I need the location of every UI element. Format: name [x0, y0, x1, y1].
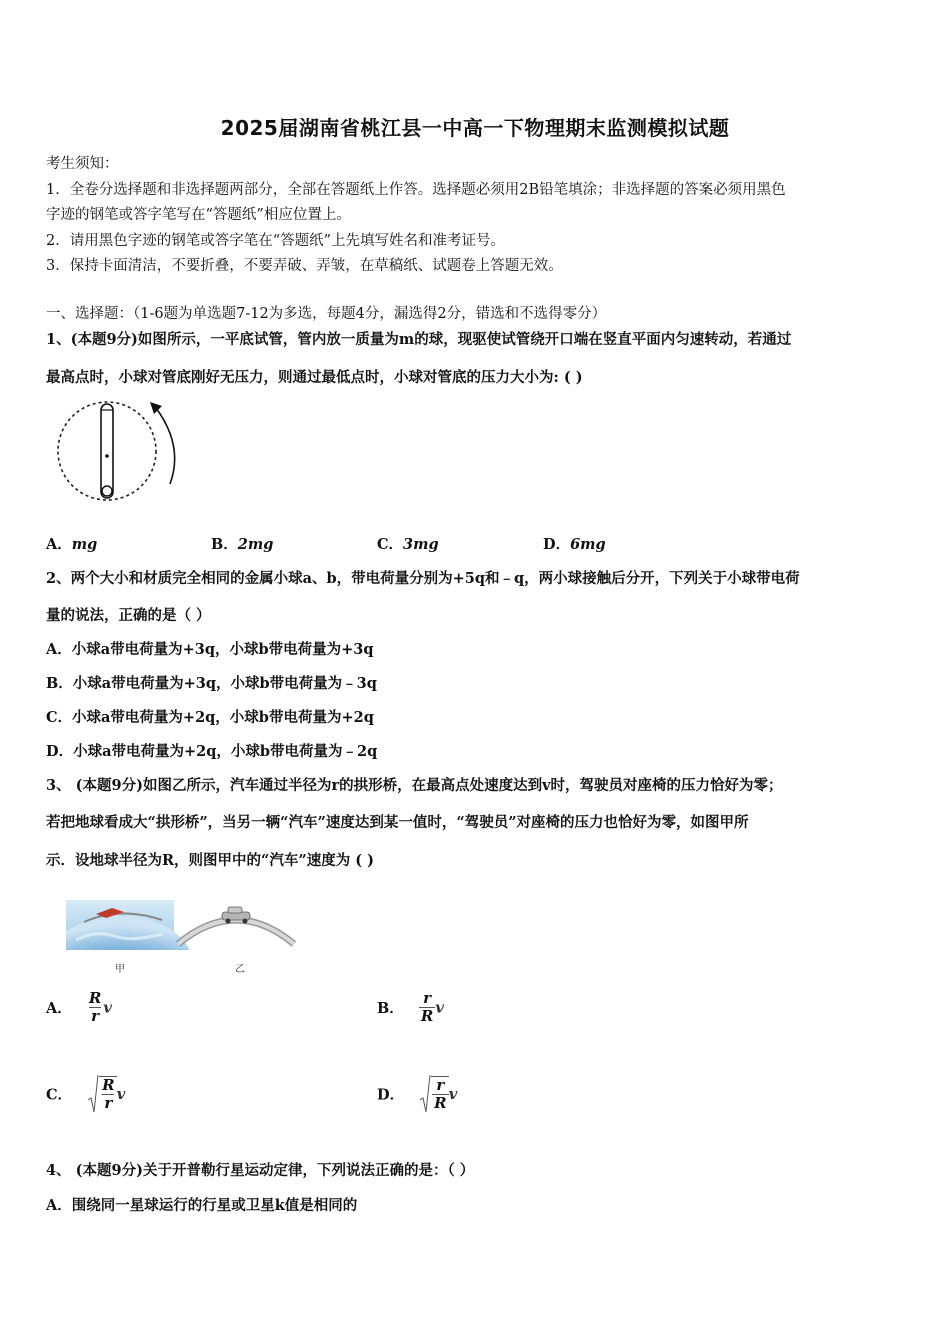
- q3-c-sqrt: $\frac{R}{r}$: [87, 1074, 116, 1114]
- section-heading: 一、选择题：（1-6题为单选题7-12为多选，每题4分，漏选得2分，错选和不选得零分）: [46, 306, 607, 322]
- q1-option-b[interactable]: B．2mg: [211, 536, 274, 553]
- q4-option-a[interactable]: A．围绕同一星球运行的行星或卫星k值是相同的: [46, 1197, 358, 1214]
- q3-line2: 若把地球看成大“拱形桥”，当另一辆“汽车”速度达到某一值时，“驾驶员”对座椅的压力也恰好为零，如图甲所: [46, 814, 749, 831]
- q3-a-fraction: $\frac{R}{r}$: [88, 989, 102, 1025]
- q1-option-c[interactable]: C．3mg: [377, 536, 439, 553]
- test-tube: [101, 404, 113, 498]
- q4-line1: 4、 (本题9分)关于开普勒行星运动定律，下列说法正确的是：（ ）: [46, 1162, 475, 1179]
- q1-line1: 1、(本题9分)如图所示，一平底试管，管内放一质量为m的球，现驱使试管绕开口端在竖直平面内匀速转动，若通过: [46, 331, 792, 348]
- q3-line1: 3、 (本题9分)如图乙所示，汽车通过半径为r的拱形桥，在最高点处速度达到v时，驾驶员对座椅的压力恰好为零；: [46, 777, 783, 794]
- q2-option-a[interactable]: A．小球a带电荷量为+3q，小球b带电荷量为+3q: [46, 641, 374, 658]
- fig-label-jia: 甲: [115, 964, 125, 975]
- page-title: 2025届湖南省桃江县一中高一下物理期末监测模拟试题: [220, 116, 730, 140]
- q1-option-a[interactable]: A．mg: [46, 536, 98, 553]
- q3-option-b[interactable]: B． $\frac{r}{R}$ v: [377, 989, 445, 1025]
- q2-line1: 2、两个大小和材质完全相同的金属小球a、b，带电荷量分别为+5q和﹣q，两小球接触后分开，下列关于小球带电荷: [46, 570, 800, 587]
- q3-option-d[interactable]: D． $\frac{r}{R}$ v: [377, 1076, 458, 1112]
- q2-option-d[interactable]: D．小球a带电荷量为+2q，小球b带电荷量为﹣2q: [46, 743, 378, 760]
- rotation-arrow: [156, 408, 175, 484]
- q3-option-c[interactable]: C． $\frac{R}{r}$ v: [46, 1076, 126, 1112]
- notice-heading: 考生须知：: [46, 156, 119, 172]
- q1-option-d[interactable]: D．6mg: [543, 536, 606, 553]
- fig-label-yi: 乙: [235, 964, 245, 975]
- q2-option-b[interactable]: B．小球a带电荷量为+3q，小球b带电荷量为﹣3q: [46, 675, 377, 692]
- test-tube-rotation-figure: [52, 396, 182, 506]
- notice-item-1a: 1．全卷分选择题和非选择题两部分，全部在答题纸上作答。选择题必须用2B铅笔填涂；非选择题的答案必须用黑色: [46, 182, 786, 198]
- q3-option-a[interactable]: A． $\frac{R}{r}$ v: [46, 989, 113, 1025]
- q2-option-c[interactable]: C．小球a带电荷量为+2q，小球b带电荷量为+2q: [46, 709, 374, 726]
- q1-line2: 最高点时，小球对管底刚好无压力，则通过最低点时，小球对管底的压力大小为: ( ): [46, 369, 583, 386]
- notice-item-2: 2．请用黑色字迹的钢笔或答字笔在“答题纸”上先填写姓名和准考证号。: [46, 233, 506, 249]
- notice-item-3: 3．保持卡面清洁，不要折叠，不要弄破、弄皱，在草稿纸、试题卷上答题无效。: [46, 258, 563, 274]
- q3-b-fraction: $\frac{r}{R}$: [420, 989, 434, 1025]
- q2-line2: 量的说法，正确的是（ ）: [46, 607, 211, 624]
- notice-item-1b: 字迹的钢笔或答字笔写在“答题纸”相应位置上。: [46, 207, 351, 223]
- earth-arch-bridge-figure: [66, 900, 296, 950]
- q3-line3: 示．设地球半径为R，则图甲中的“汽车”速度为 ( ): [46, 852, 375, 869]
- q3-d-sqrt: $\frac{r}{R}$: [419, 1074, 448, 1114]
- pivot-point: [105, 454, 109, 458]
